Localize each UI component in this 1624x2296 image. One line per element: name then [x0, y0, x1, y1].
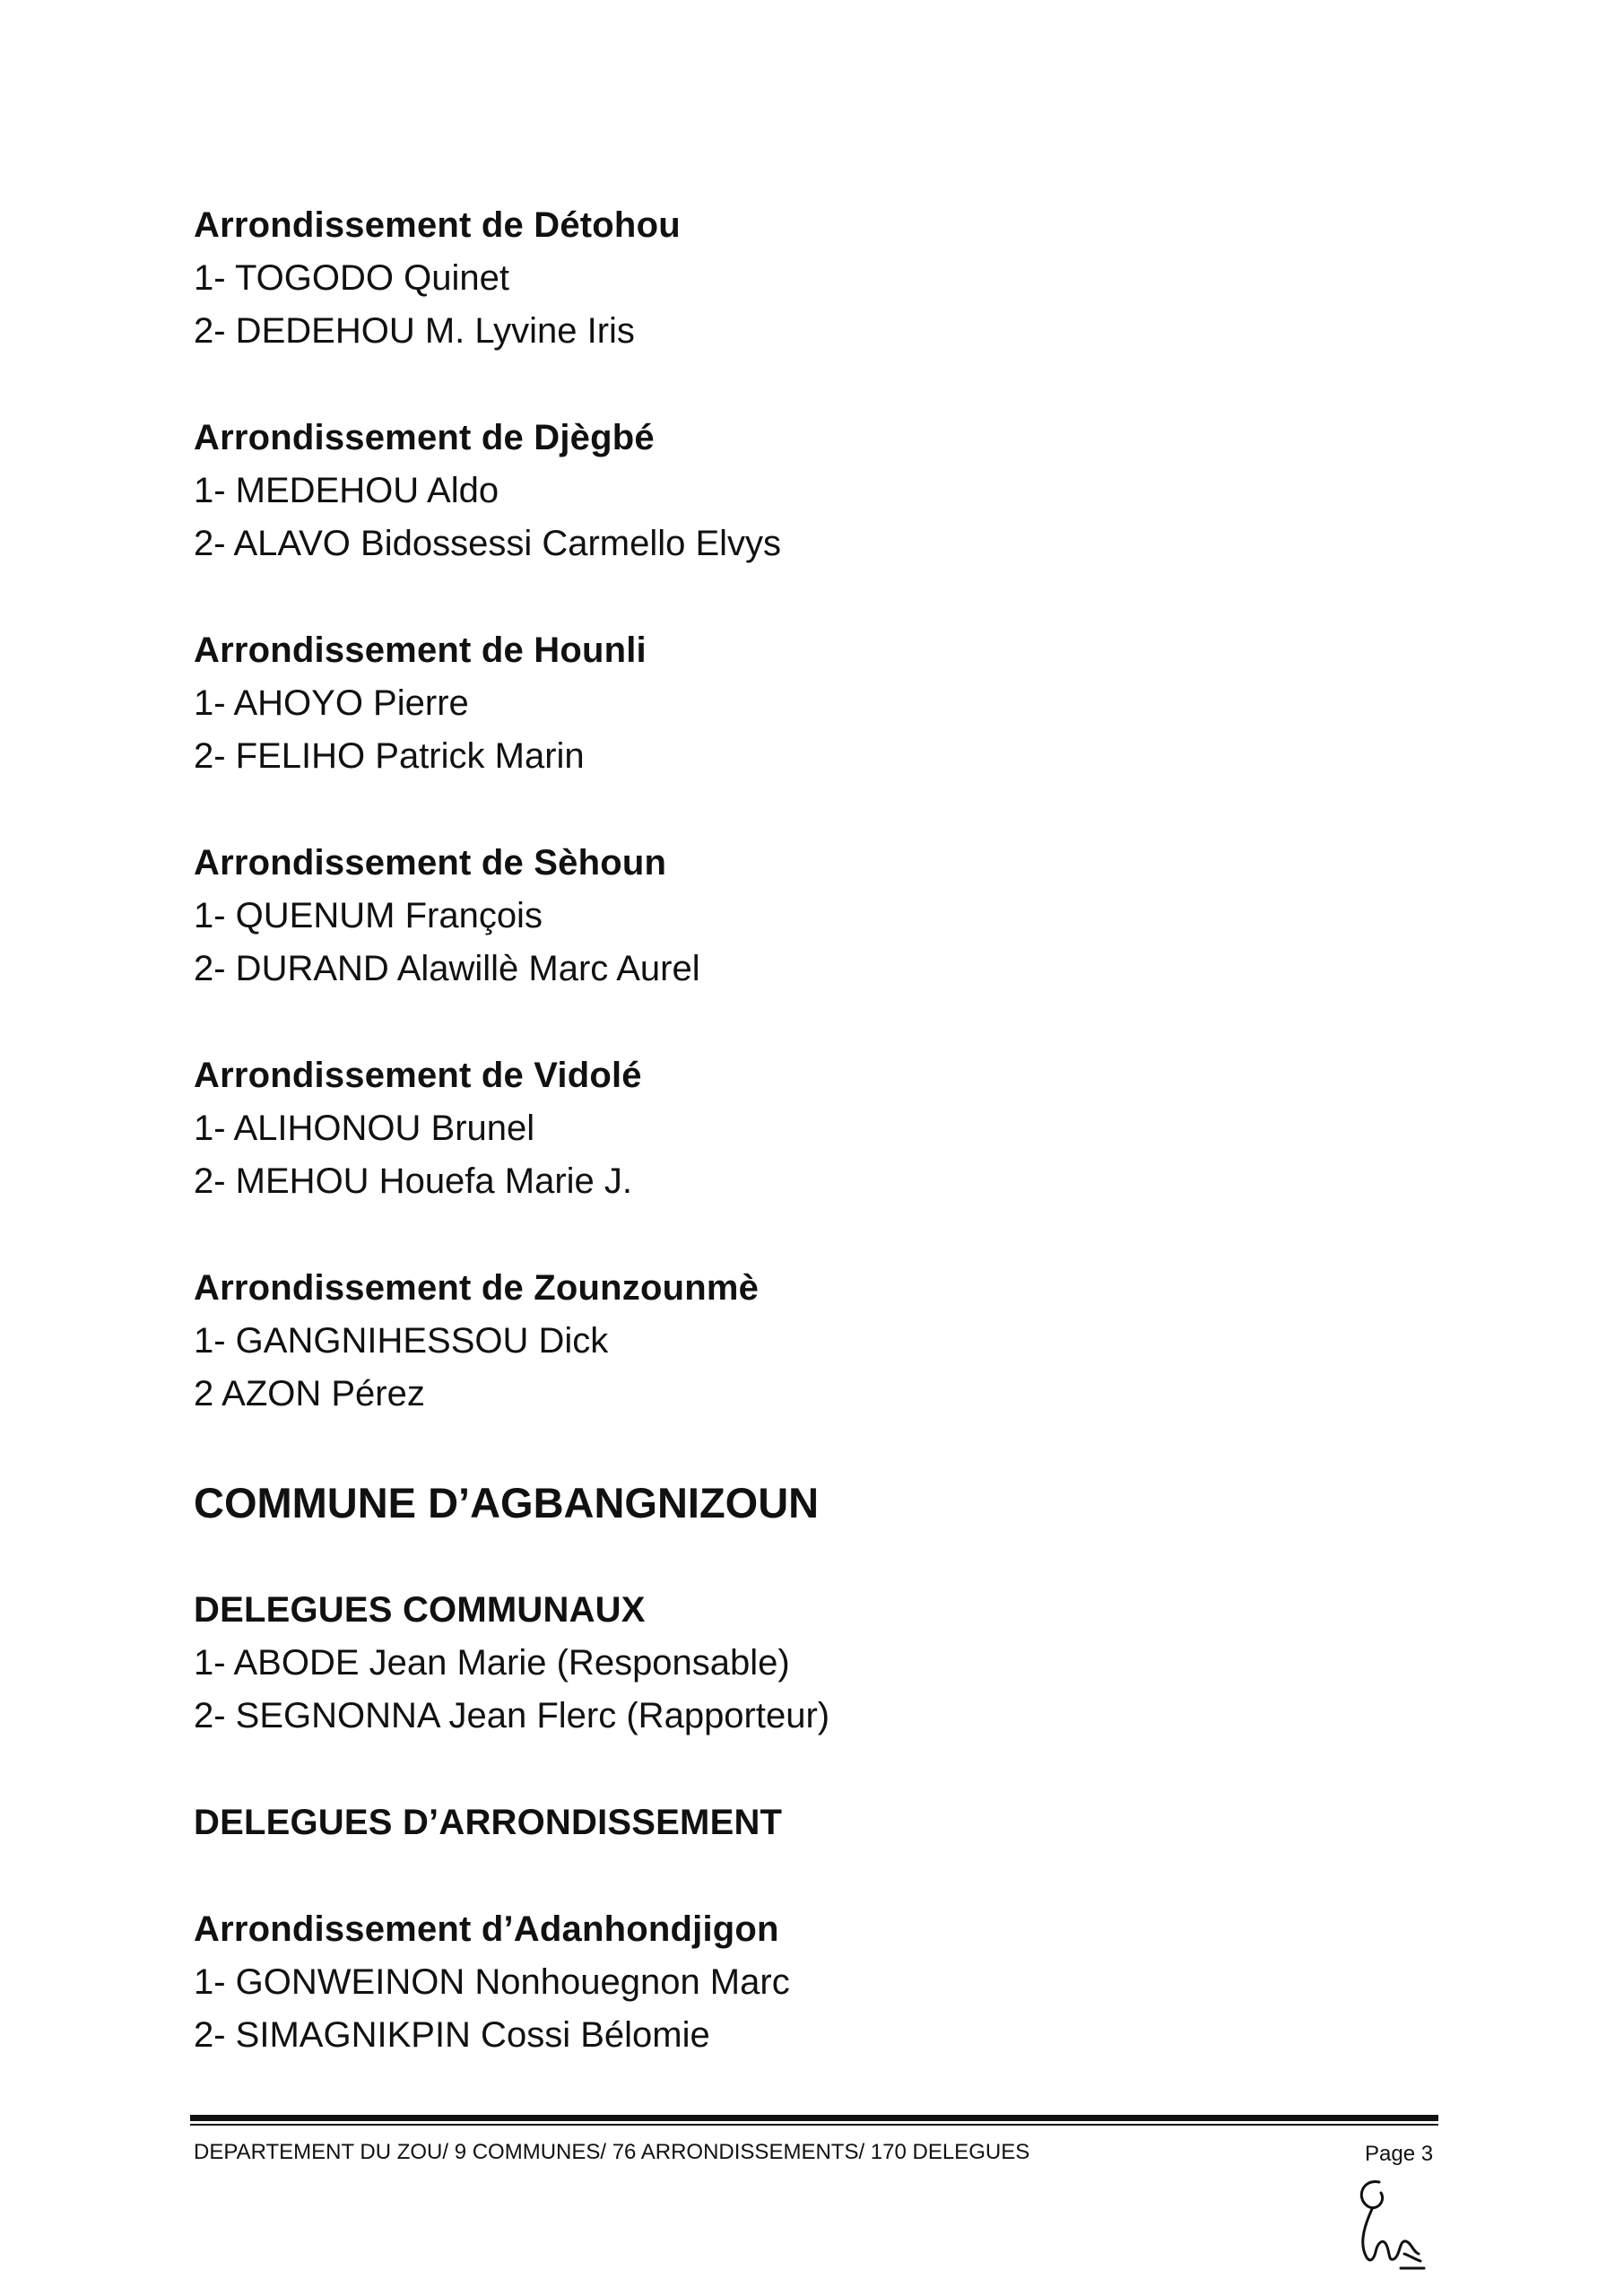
list-item: 2- ALAVO Bidossessi Carmello Elvys: [194, 524, 782, 563]
footer-divider: [190, 2115, 1438, 2121]
footer-divider-thin: [190, 2124, 1438, 2126]
section-title-djegbe: Arrondissement de Djègbé: [194, 418, 655, 457]
list-item: 2- DURAND Alawillè Marc Aurel: [194, 949, 700, 988]
list-item: 1- AHOYO Pierre: [194, 683, 469, 723]
list-item: 2- SIMAGNIKPIN Cossi Bélomie: [194, 2015, 710, 2055]
list-item: 1- GONWEINON Nonhouegnon Marc: [194, 1962, 790, 2002]
section-title-adanhondjigon: Arrondissement d’Adanhondjigon: [194, 1909, 779, 1949]
section-title-sehoun: Arrondissement de Sèhoun: [194, 843, 667, 883]
section-title-detohou: Arrondissement de Détohou: [194, 205, 681, 245]
arrondissement-delegates-title: DELEGUES D’ARRONDISSEMENT: [194, 1803, 783, 1842]
list-item: 2 AZON Pérez: [194, 1374, 425, 1413]
communal-delegates-title: DELEGUES COMMUNAUX: [194, 1590, 646, 1630]
list-item: 2- MEHOU Houefa Marie J.: [194, 1161, 633, 1201]
signature-icon: [1350, 2175, 1431, 2274]
list-item: 1- ALIHONOU Brunel: [194, 1109, 535, 1148]
list-item: 2- FELIHO Patrick Marin: [194, 736, 585, 776]
section-title-vidole: Arrondissement de Vidolé: [194, 1056, 642, 1095]
section-title-zounzounme: Arrondissement de Zounzounmè: [194, 1268, 760, 1308]
list-item: 1- ABODE Jean Marie (Responsable): [194, 1643, 790, 1683]
page-number: Page 3: [1365, 2142, 1434, 2166]
section-title-hounli: Arrondissement de Hounli: [194, 631, 647, 670]
list-item: 2- SEGNONNA Jean Flerc (Rapporteur): [194, 1696, 830, 1735]
list-item: 1- MEDEHOU Aldo: [194, 471, 499, 510]
document-body: [194, 199, 1449, 2062]
list-item: 1- TOGODO Quinet: [194, 258, 509, 298]
list-item: 1- GANGNIHESSOU Dick: [194, 1321, 609, 1361]
commune-title: COMMUNE D’AGBANGNIZOUN: [194, 1479, 820, 1526]
list-item: 1- QUENUM François: [194, 896, 543, 935]
footer-text: DEPARTEMENT DU ZOU/ 9 COMMUNES/ 76 ARRONDISSEMENTS/ 170 DELEGUES: [194, 2140, 1030, 2164]
list-item: 2- DEDEHOU M. Lyvine Iris: [194, 311, 635, 351]
